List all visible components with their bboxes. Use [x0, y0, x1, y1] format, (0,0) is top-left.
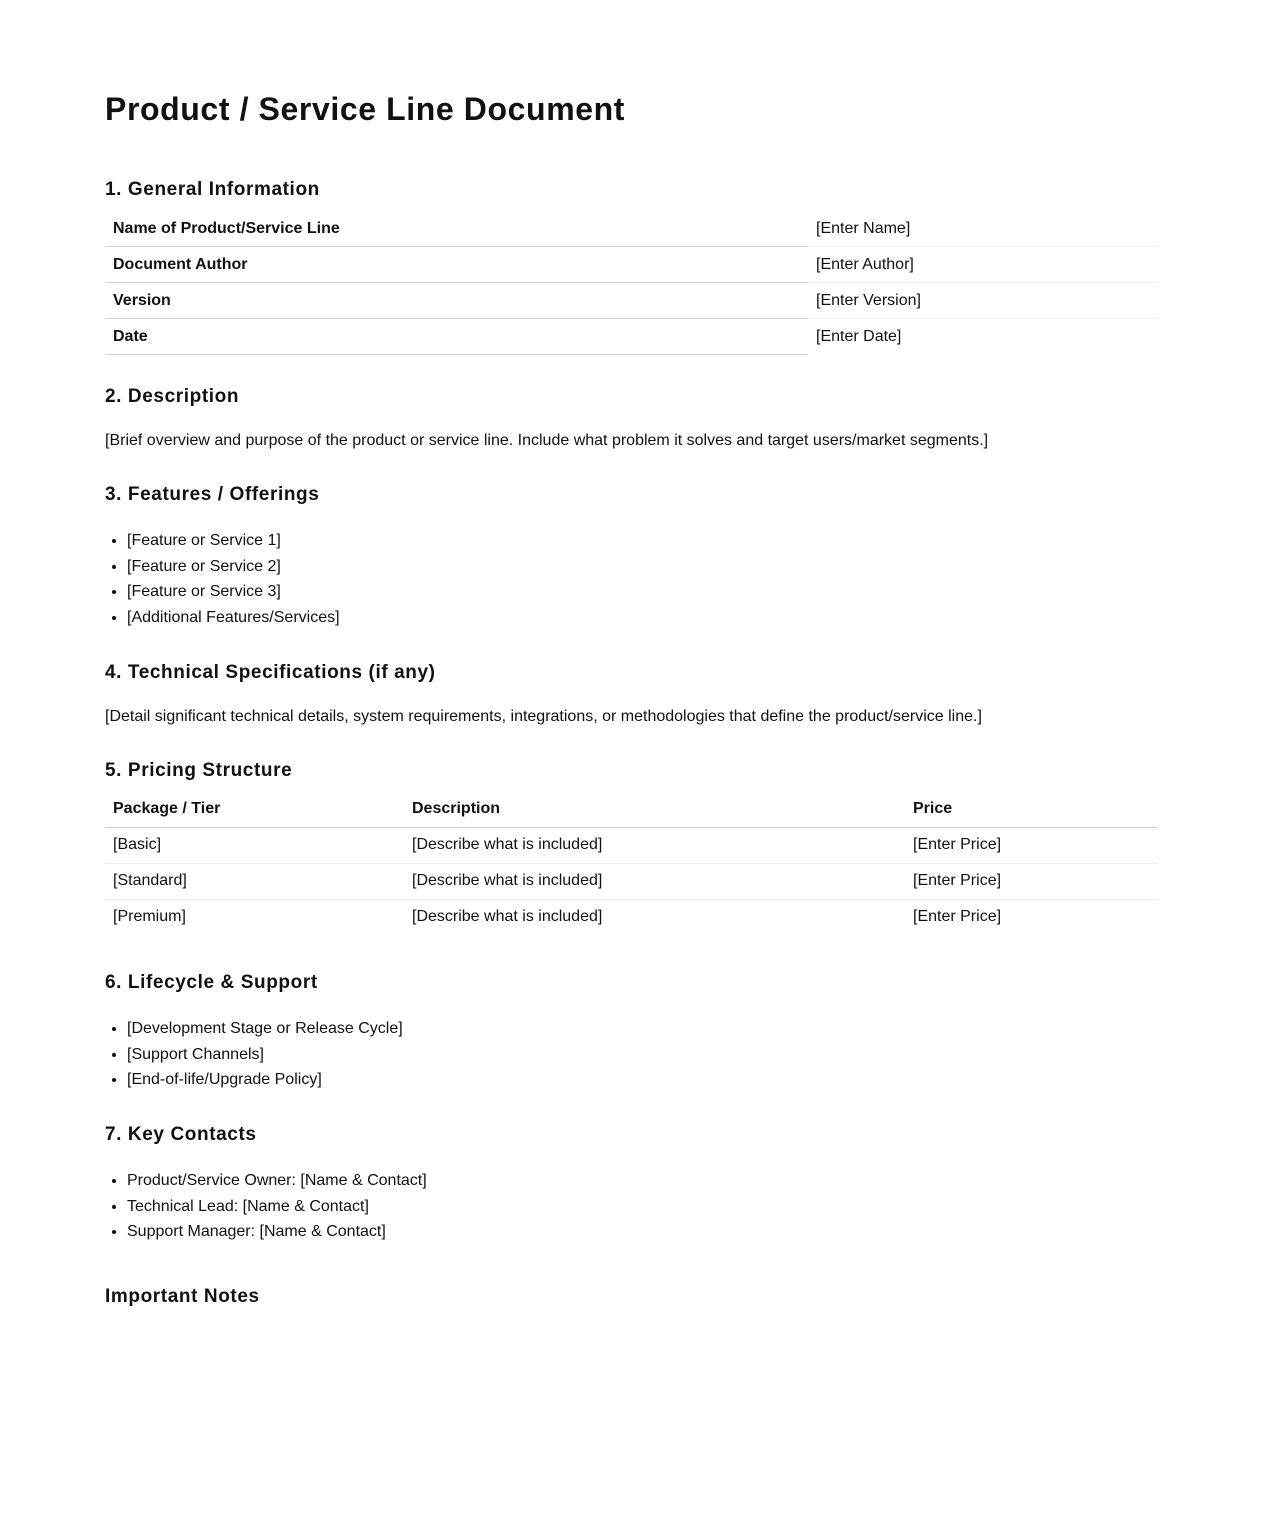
- info-label: Version: [105, 283, 808, 319]
- price-cell: [Enter Price]: [905, 827, 1158, 863]
- list-item: • Support Manager: [Name & Contact]: [127, 1219, 1158, 1245]
- info-label: Name of Product/Service Line: [105, 211, 808, 247]
- section-heading-features: 3. Features / Offerings: [105, 484, 320, 505]
- list-item: • [Feature or Service 3]: [127, 579, 1158, 605]
- list-item: • [Development Stage or Release Cycle]: [127, 1016, 1158, 1042]
- column-header-tier: Package / Tier: [105, 792, 404, 828]
- list-item: • Product/Service Owner: [Name & Contact]: [127, 1168, 1158, 1194]
- column-header-price: Price: [905, 792, 1158, 828]
- table-row: [105, 211, 1158, 247]
- table-row: [105, 319, 1158, 355]
- tier-cell: [Basic]: [105, 827, 404, 863]
- section-heading-pricing: 5. Pricing Structure: [105, 759, 293, 781]
- table-row: [105, 283, 1158, 319]
- info-value: [Enter Name]: [808, 211, 1158, 247]
- table-row: [105, 863, 1158, 899]
- list-item: • Technical Lead: [Name & Contact]: [127, 1194, 1158, 1220]
- description-cell: [Describe what is included]: [404, 863, 905, 899]
- description-cell: [Describe what is included]: [404, 827, 905, 863]
- pricing-table: [105, 792, 1158, 935]
- description-cell: [Describe what is included]: [412, 908, 603, 926]
- table-header-row: [105, 792, 1158, 828]
- description-text: [Brief overview and purpose of the product or service line. Include what problem it solves and target users/market segments.]: [105, 432, 989, 449]
- info-label: Document Author: [105, 247, 808, 283]
- general-info-table: [105, 211, 1158, 355]
- features-list: [105, 528, 1158, 631]
- section-heading-general-information: 1. General Information: [105, 179, 320, 200]
- table-row: [105, 827, 1158, 863]
- technical-text: [Detail significant technical details, system requirements, integrations, or methodologies that define the product/service line.]: [105, 707, 982, 725]
- info-value: [Enter Version]: [808, 283, 1158, 319]
- section-heading-technical-specifications: 4. Technical Specifications (if any): [105, 661, 436, 683]
- section-heading-important-notes: Important Notes: [105, 1286, 260, 1308]
- list-item: • [Additional Features/Services]: [127, 605, 1158, 631]
- info-label: Date: [105, 319, 808, 355]
- section-heading-lifecycle: 6. Lifecycle & Support: [105, 971, 318, 993]
- info-value: [Enter Author]: [808, 247, 1158, 283]
- list-item: • [Feature or Service 2]: [127, 554, 1158, 580]
- list-item: • [Support Channels]: [127, 1042, 1158, 1068]
- document-title: Product / Service Line Document: [105, 91, 626, 127]
- section-heading-key-contacts: 7. Key Contacts: [105, 1123, 257, 1145]
- table-row: [105, 899, 1158, 935]
- tier-cell: [Premium]: [113, 908, 186, 926]
- table-row: [105, 247, 1158, 283]
- price-cell: [Enter Price]: [913, 908, 1002, 926]
- lifecycle-list: [105, 1016, 1158, 1093]
- price-cell: [Enter Price]: [905, 863, 1158, 899]
- column-header-description: Description: [404, 792, 905, 828]
- info-value: [Enter Date]: [816, 327, 902, 345]
- section-heading-description: 2. Description: [105, 386, 240, 407]
- contacts-list: [105, 1168, 1158, 1245]
- list-item: • [Feature or Service 1]: [127, 528, 1158, 554]
- list-item: • [End-of-life/Upgrade Policy]: [127, 1067, 1158, 1093]
- tier-cell: [Standard]: [105, 863, 404, 899]
